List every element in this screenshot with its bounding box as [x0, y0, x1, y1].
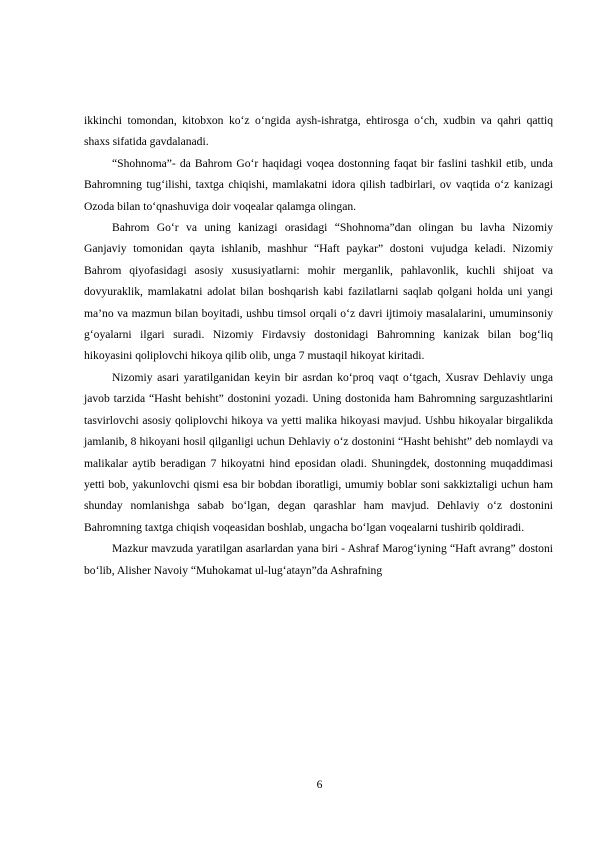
page-number: 6 — [316, 778, 323, 791]
document-body — [84, 110, 553, 581]
paragraph-ashraf: Mazkur mavzuda yaratilgan asarlardan yana biri - Ashraf Marog‘iyning “Haft avrang” dostoni bo‘lib, Alisher Navoiy “Muhokamat ul-lug‘atayn”da Ashrafning — [84, 542, 553, 577]
paragraph-dehlaviy: Nizomiy asari yaratilganidan keyin bir asrdan ko‘proq vaqt o‘tgach, Xusrav Dehlaviy unga javob tarzida “Hasht behisht” dostonini yozadi. Uning dostonida ham Bahromning sarguzashtlarini tasvirlovchi asosiy qoliplovchi hikoya va yetti malika hikoyasi mavjud. Ushbu hikoyalar birgalikda jamlanib, 8 hikoyani hosil qilganligi uchun Dehlaviy o‘z dostonini “Hasht behisht” deb nomlaydi va malikalar aytib beradigan 7 hikoyatni hind eposidan oladi. Shuningdek, dostonning muqaddimasi yetti bob, yakunlovchi qismi esa bir bobdan iboratligi, umumiy boblar soni sakkiztaligi uchun ham shunday nomlanishga sabab bo‘lgan, degan qarashlar ham mavjud. Dehlaviy o‘z dostonini Bahromning taxtga chiqish voqeasidan boshlab, ungacha bo‘lgan voqealarni tushirib qoldiradi. — [84, 370, 553, 534]
paragraph-nizomiy: Bahrom Go‘r va uning kanizagi orasidagi “Shohnoma”dan olingan bu lavha Nizomiy Ganjaviy tomonidan qayta ishlanib, mashhur “Haft paykar” dostoni vujudga keladi. Nizomiy Bahrom qiyofasidagi asosiy xususiyatlarni: mohir merganlik, pahlavonlik, kuchli shijoat va dovyuraklik, mamlakatni adolat bilan boshqarish kabi fazilatlarni saqlab qolgani holda uni yangi ma’no va mazmun bilan boyitadi, ushbu timsol orqali o‘z davri ijtimoiy masalalarini, umuminsoniy g‘oyalarni ilgari suradi. Nizomiy Firdavsiy dostonidagi Bahromning kanizak bilan bog‘liq hikoyasini qoliplovchi hikoya qilib olib, unga 7 mustaqil hikoyat kiritadi. — [84, 221, 553, 363]
paragraph-continuation: ikkinchi tomondan, kitobxon ko‘z o‘ngida aysh-ishratga, ehtirosga o‘ch, xudbin va qahri qattiq shaxs sifatida gavdalanadi. — [84, 114, 553, 149]
paragraph-shohnoma: “Shohnoma”- da Bahrom Go‘r haqidagi voqea dostonning faqat bir faslini tashkil etib, unda Bahromning tug‘ilishi, taxtga chiqishi, mamlakatni idora qilish tadbirlari, ov vaqtida o‘z kanizagi Ozoda bilan to‘qnashuviga doir voqealar qalamga olingan. — [84, 156, 553, 213]
